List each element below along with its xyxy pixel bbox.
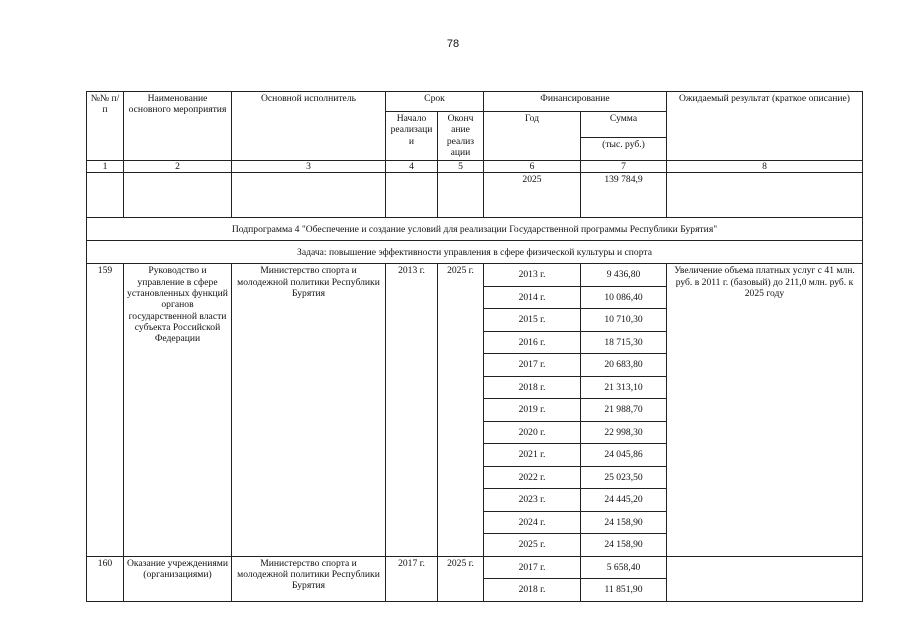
- activity-end: 2025 г.: [438, 556, 484, 601]
- funding-sum: 9 436,80: [581, 264, 667, 287]
- funding-year: 2025 г.: [484, 534, 581, 557]
- column-number: 3: [232, 161, 386, 173]
- funding-sum: 20 683,80: [581, 354, 667, 377]
- header-year: Год: [484, 112, 581, 161]
- header-term: Срок: [386, 92, 484, 112]
- activity-number: 160: [87, 556, 124, 601]
- program-activities-table: [86, 91, 863, 602]
- empty-cell: [386, 173, 438, 218]
- header-expected-result: Ожидаемый результат (краткое описание): [667, 92, 863, 161]
- header-activity-name: Наименование основного мероприятия: [124, 92, 232, 161]
- funding-sum: 11 851,90: [581, 579, 667, 602]
- empty-cell: [438, 173, 484, 218]
- funding-sum: 24 045,86: [581, 444, 667, 467]
- empty-cell: [667, 173, 863, 218]
- activity-expected-result: [667, 556, 863, 601]
- subprogram-title: Подпрограмма 4 "Обеспечение и создание условий для реализации Государственной программы Республики Бурятия": [87, 218, 863, 241]
- funding-year: 2023 г.: [484, 489, 581, 512]
- column-number: 8: [667, 161, 863, 173]
- empty-cell: [124, 173, 232, 218]
- funding-year: 2014 г.: [484, 286, 581, 309]
- column-number: 5: [438, 161, 484, 173]
- funding-row: [87, 556, 863, 579]
- funding-row: [87, 264, 863, 287]
- funding-sum: 22 998,30: [581, 421, 667, 444]
- funding-sum: 24 445,20: [581, 489, 667, 512]
- funding-year: 2018 г.: [484, 579, 581, 602]
- activity-name: Руководство и управление в сфере установленных функций органов государственной власти субъекта Российской Федерации: [124, 264, 232, 557]
- funding-sum: 24 158,90: [581, 534, 667, 557]
- header-sum-unit: (тыс. руб.): [581, 138, 667, 161]
- column-number: 7: [581, 161, 667, 173]
- header-sum: Сумма: [581, 112, 667, 138]
- activity-number: 159: [87, 264, 124, 557]
- funding-sum: 10 086,40: [581, 286, 667, 309]
- empty-cell: [87, 173, 124, 218]
- header-num: №№ п/п: [87, 92, 124, 161]
- column-number: 2: [124, 161, 232, 173]
- activity-end: 2025 г.: [438, 264, 484, 557]
- funding-sum: 18 715,30: [581, 331, 667, 354]
- column-number: 4: [386, 161, 438, 173]
- funding-sum: 24 158,90: [581, 511, 667, 534]
- funding-sum: 5 658,40: [581, 556, 667, 579]
- funding-sum: 10 710,30: [581, 309, 667, 332]
- funding-year: 2016 г.: [484, 331, 581, 354]
- funding-year: 2021 г.: [484, 444, 581, 467]
- activity-executor: Министерство спорта и молодежной политики Республики Бурятия: [232, 556, 386, 601]
- funding-year: 2017 г.: [484, 556, 581, 579]
- column-number: 6: [484, 161, 581, 173]
- activity-expected-result: Увеличение объема платных услуг с 41 млн. руб. в 2011 г. (базовый) до 211,0 млн. руб. к 2025 году: [667, 264, 863, 557]
- funding-year: 2018 г.: [484, 376, 581, 399]
- funding-year: 2019 г.: [484, 399, 581, 422]
- header-executor: Основной исполнитель: [232, 92, 386, 161]
- funding-sum: 25 023,50: [581, 466, 667, 489]
- funding-sum: 21 313,10: [581, 376, 667, 399]
- activity-start: 2013 г.: [386, 264, 438, 557]
- page-number: 78: [446, 38, 460, 50]
- carry-over-row: [87, 173, 863, 218]
- funding-year: 2024 г.: [484, 511, 581, 534]
- task-title: Задача: повышение эффективности управления в сфере физической культуры и спорта: [87, 241, 863, 264]
- header-start: Начало реализаци и: [386, 112, 438, 161]
- header-end: Оконч ание реализ ации: [438, 112, 484, 161]
- funding-year: 2015 г.: [484, 309, 581, 332]
- activity-start: 2017 г.: [386, 556, 438, 601]
- activity-name: Оказание учреждениями (организациями): [124, 556, 232, 601]
- funding-sum: 21 988,70: [581, 399, 667, 422]
- empty-cell: [232, 173, 386, 218]
- activity-executor: Министерство спорта и молодежной политики Республики Бурятия: [232, 264, 386, 557]
- funding-year: 2022 г.: [484, 466, 581, 489]
- funding-year: 2017 г.: [484, 354, 581, 377]
- header-financing: Финансирование: [484, 92, 667, 112]
- carry-sum: 139 784,9: [581, 173, 667, 218]
- column-number: 1: [87, 161, 124, 173]
- funding-year: 2020 г.: [484, 421, 581, 444]
- carry-year: 2025: [484, 173, 581, 218]
- funding-year: 2013 г.: [484, 264, 581, 287]
